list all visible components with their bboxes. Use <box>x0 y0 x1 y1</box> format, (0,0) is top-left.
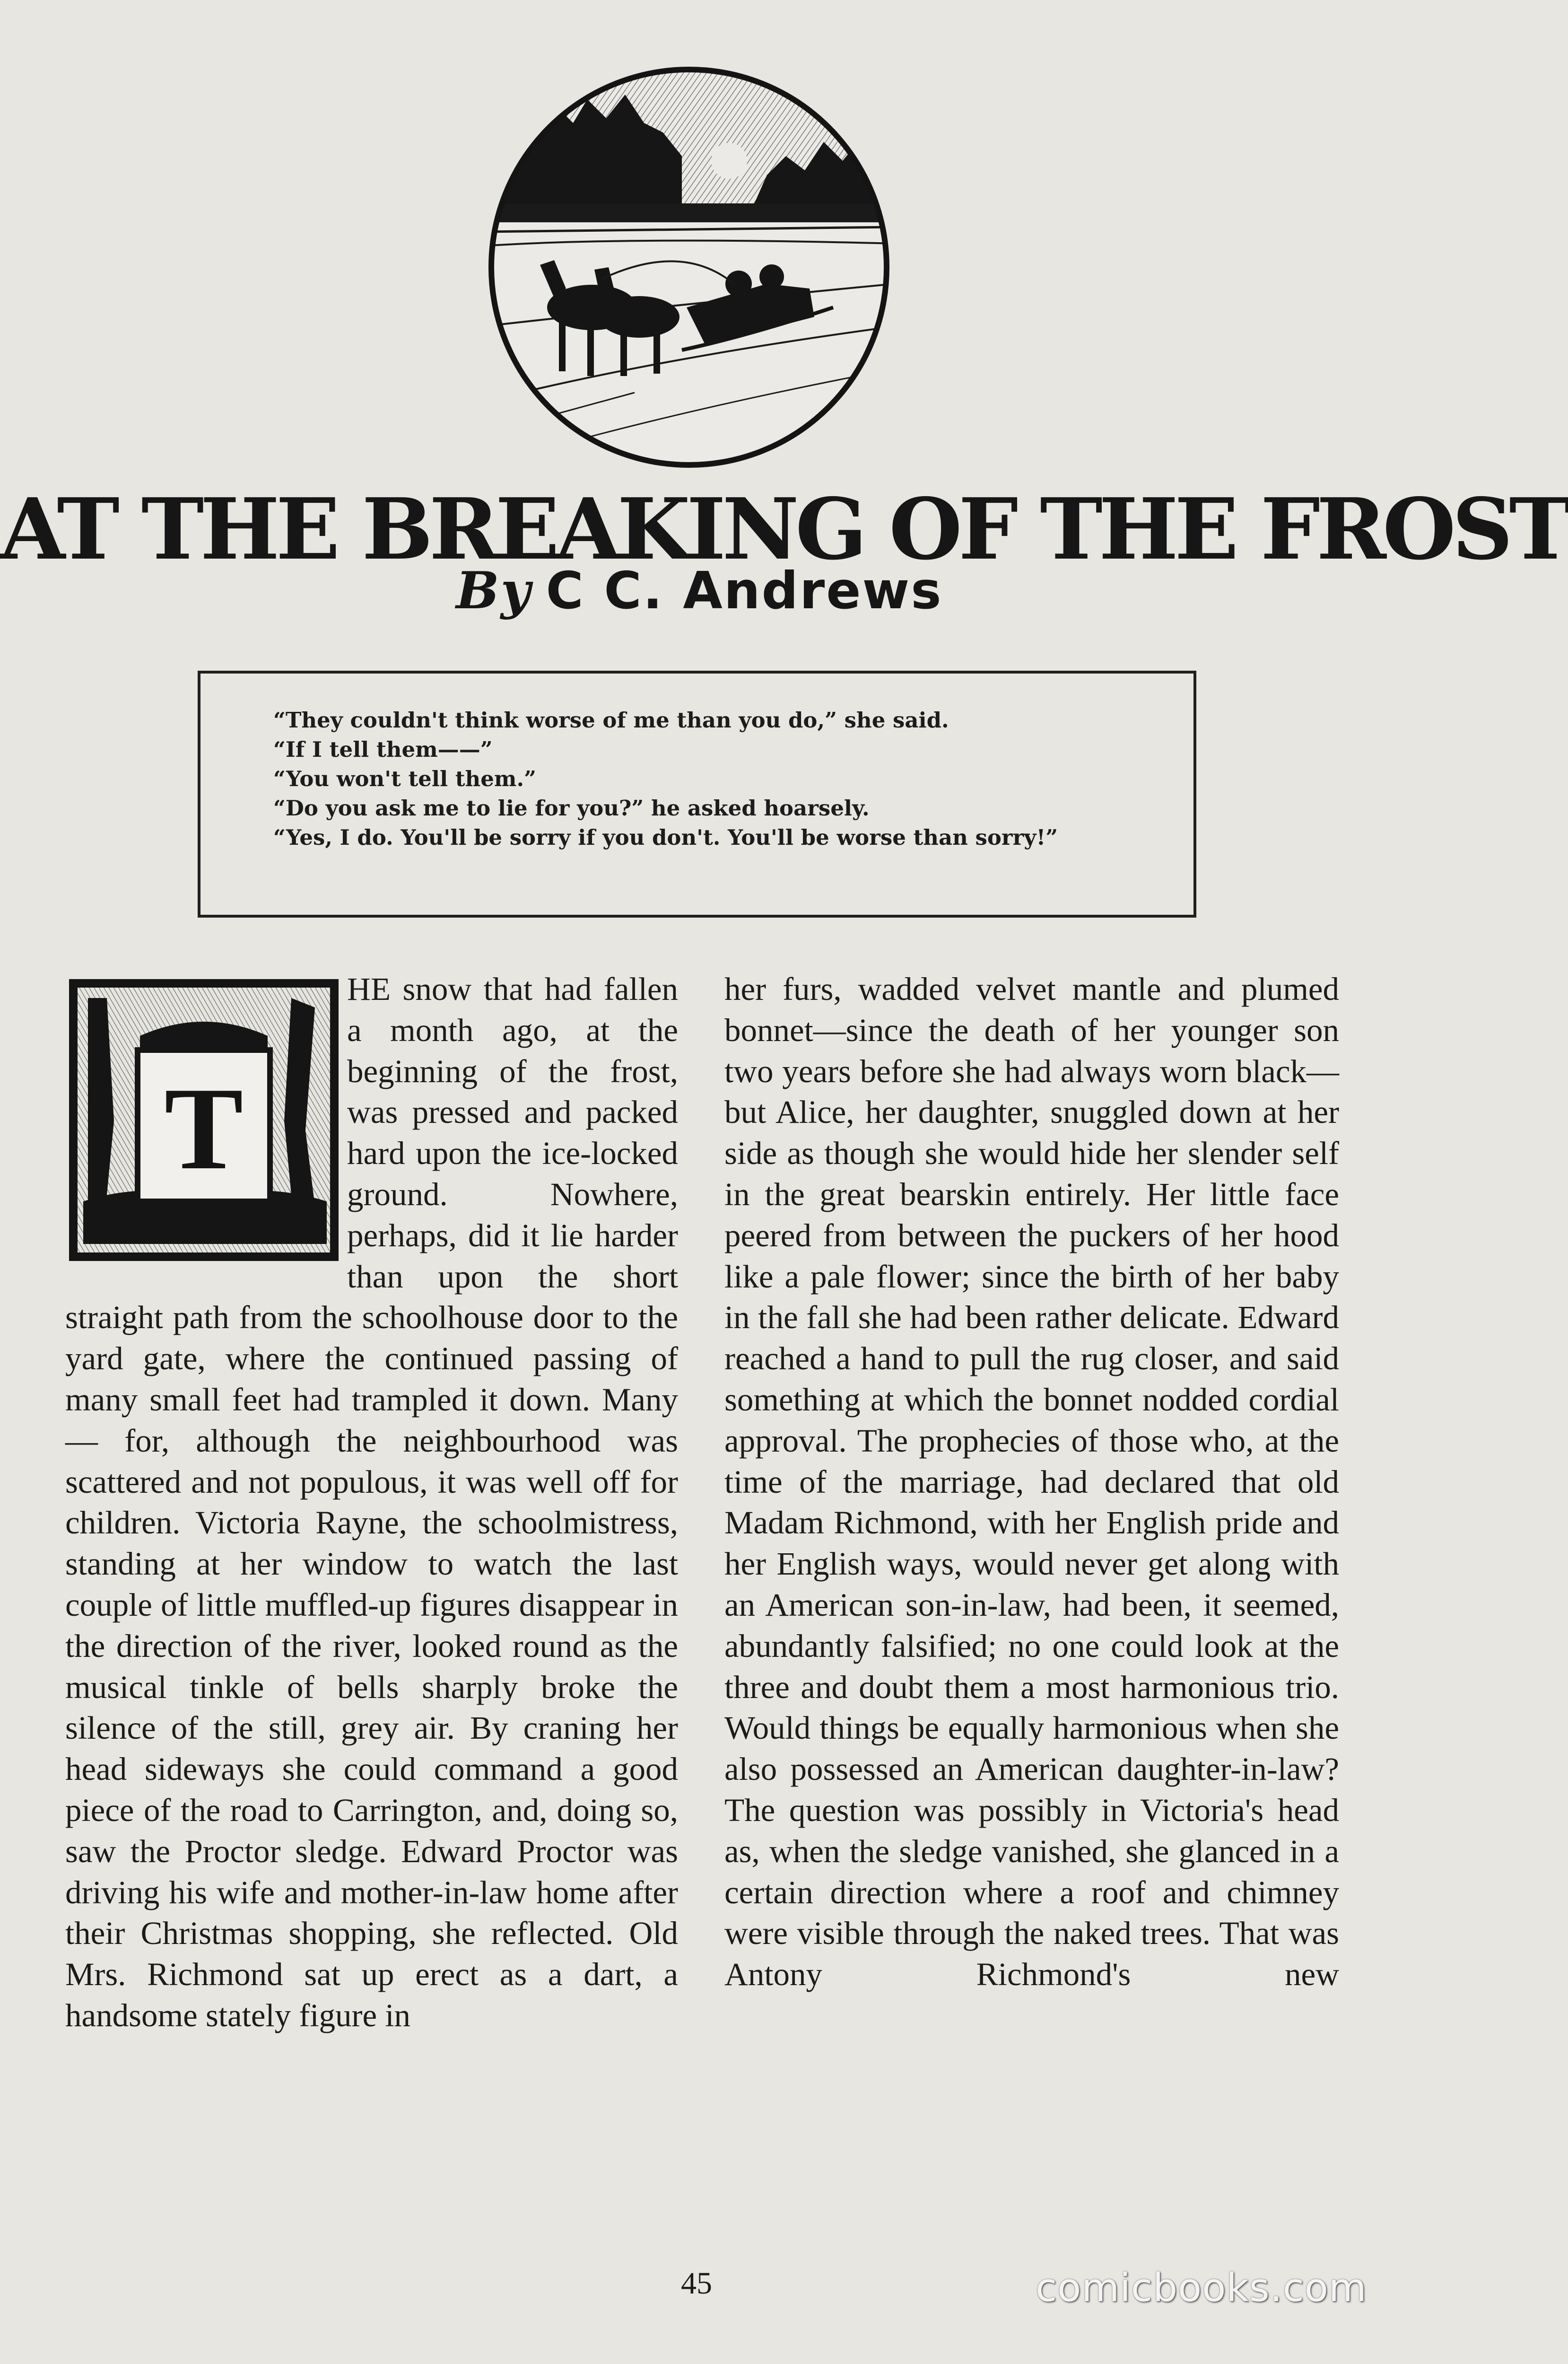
page-number: 45 <box>681 2266 712 2301</box>
byline-prefix: By <box>456 561 532 621</box>
article-paragraph: her furs, wadded velvet mantle and plumed bonnet—since the death of her younger son two years before she had always worn black—but Alice, her daughter, snuggled down at her side as though she would hide her slender self in the great bearskin entirely. Her little face peered from between the puckers of her hood like a pale flower; since the birth of her baby in the fall she had been rather delicate. Edward reached a hand to pull the rug closer, and said something at which the bonnet nodded cordial approval. The prophecies of those who, at the time of the marriage, had declared that old Madam Richmond, with her English pride and her English ways, would never get along with an American son-in-law, had been, it seemed, abundantly falsified; no one could look at the three and doubt them a most harmonious trio. Would things be equally harmonious when she also possessed an American daughter-in-law? The question was possibly in Victoria's head as, when the sledge vanished, she glanced in a certain direction where a roof and chimney were visible through the naked trees. That was Antony Richmond's new <box>724 971 1339 1993</box>
watermark-text: comicbooks.com <box>1036 2266 1367 2311</box>
epigraph-line: “Yes, I do. You'll be sorry if you don't. You'll be worse than sorry!” <box>273 825 1058 850</box>
byline <box>0 561 1399 621</box>
story-title: AT THE BREAKING OF THE FROST <box>0 480 1568 578</box>
author-name: C C. Andrews <box>546 561 943 621</box>
text-column-right <box>724 969 1339 1995</box>
epigraph-box <box>198 671 1196 918</box>
epigraph-line: “You won't tell them.” <box>273 766 537 791</box>
epigraph-line: “Do you ask me to lie for you?” he asked hoarsely. <box>273 796 870 821</box>
epigraph-line: “They couldn't think worse of me than you do,” she said. <box>273 708 949 733</box>
dropcap-letter: T <box>164 1063 244 1194</box>
sledge-vignette-illustration <box>483 61 895 473</box>
epigraph-line: “If I tell them——” <box>273 737 493 762</box>
text-column-left <box>65 969 678 2036</box>
article-paragraph: HE snow that had fallen a month ago, at the beginning of the frost, was pressed and packed hard upon the ice-locked ground. Nowhere, perhaps, did it lie harder than upon the short straight path from the schoolhouse door to the yard gate, where the continued passing of many small feet had trampled it down. Many — for, although the neighbourhood was scattered and not populous, it was well off for children. Victoria Rayne, the schoolmistress, standing at her window to watch the last couple of little muffled-up figures disappear in the direction of the river, looked round as the musical tinkle of bells sharply broke the silence of the still, grey air. By craning her head sideways she could command a good piece of the road to Carrington, and, doing so, saw the Proctor sledge. Edward Proctor was driving his wife and mother-in-law home after their Christmas shopping, she reflected. Old Mrs. Richmond sat up erect as a dart, a handsome stately figure in <box>65 971 678 2033</box>
decorative-dropcap <box>69 979 339 1261</box>
